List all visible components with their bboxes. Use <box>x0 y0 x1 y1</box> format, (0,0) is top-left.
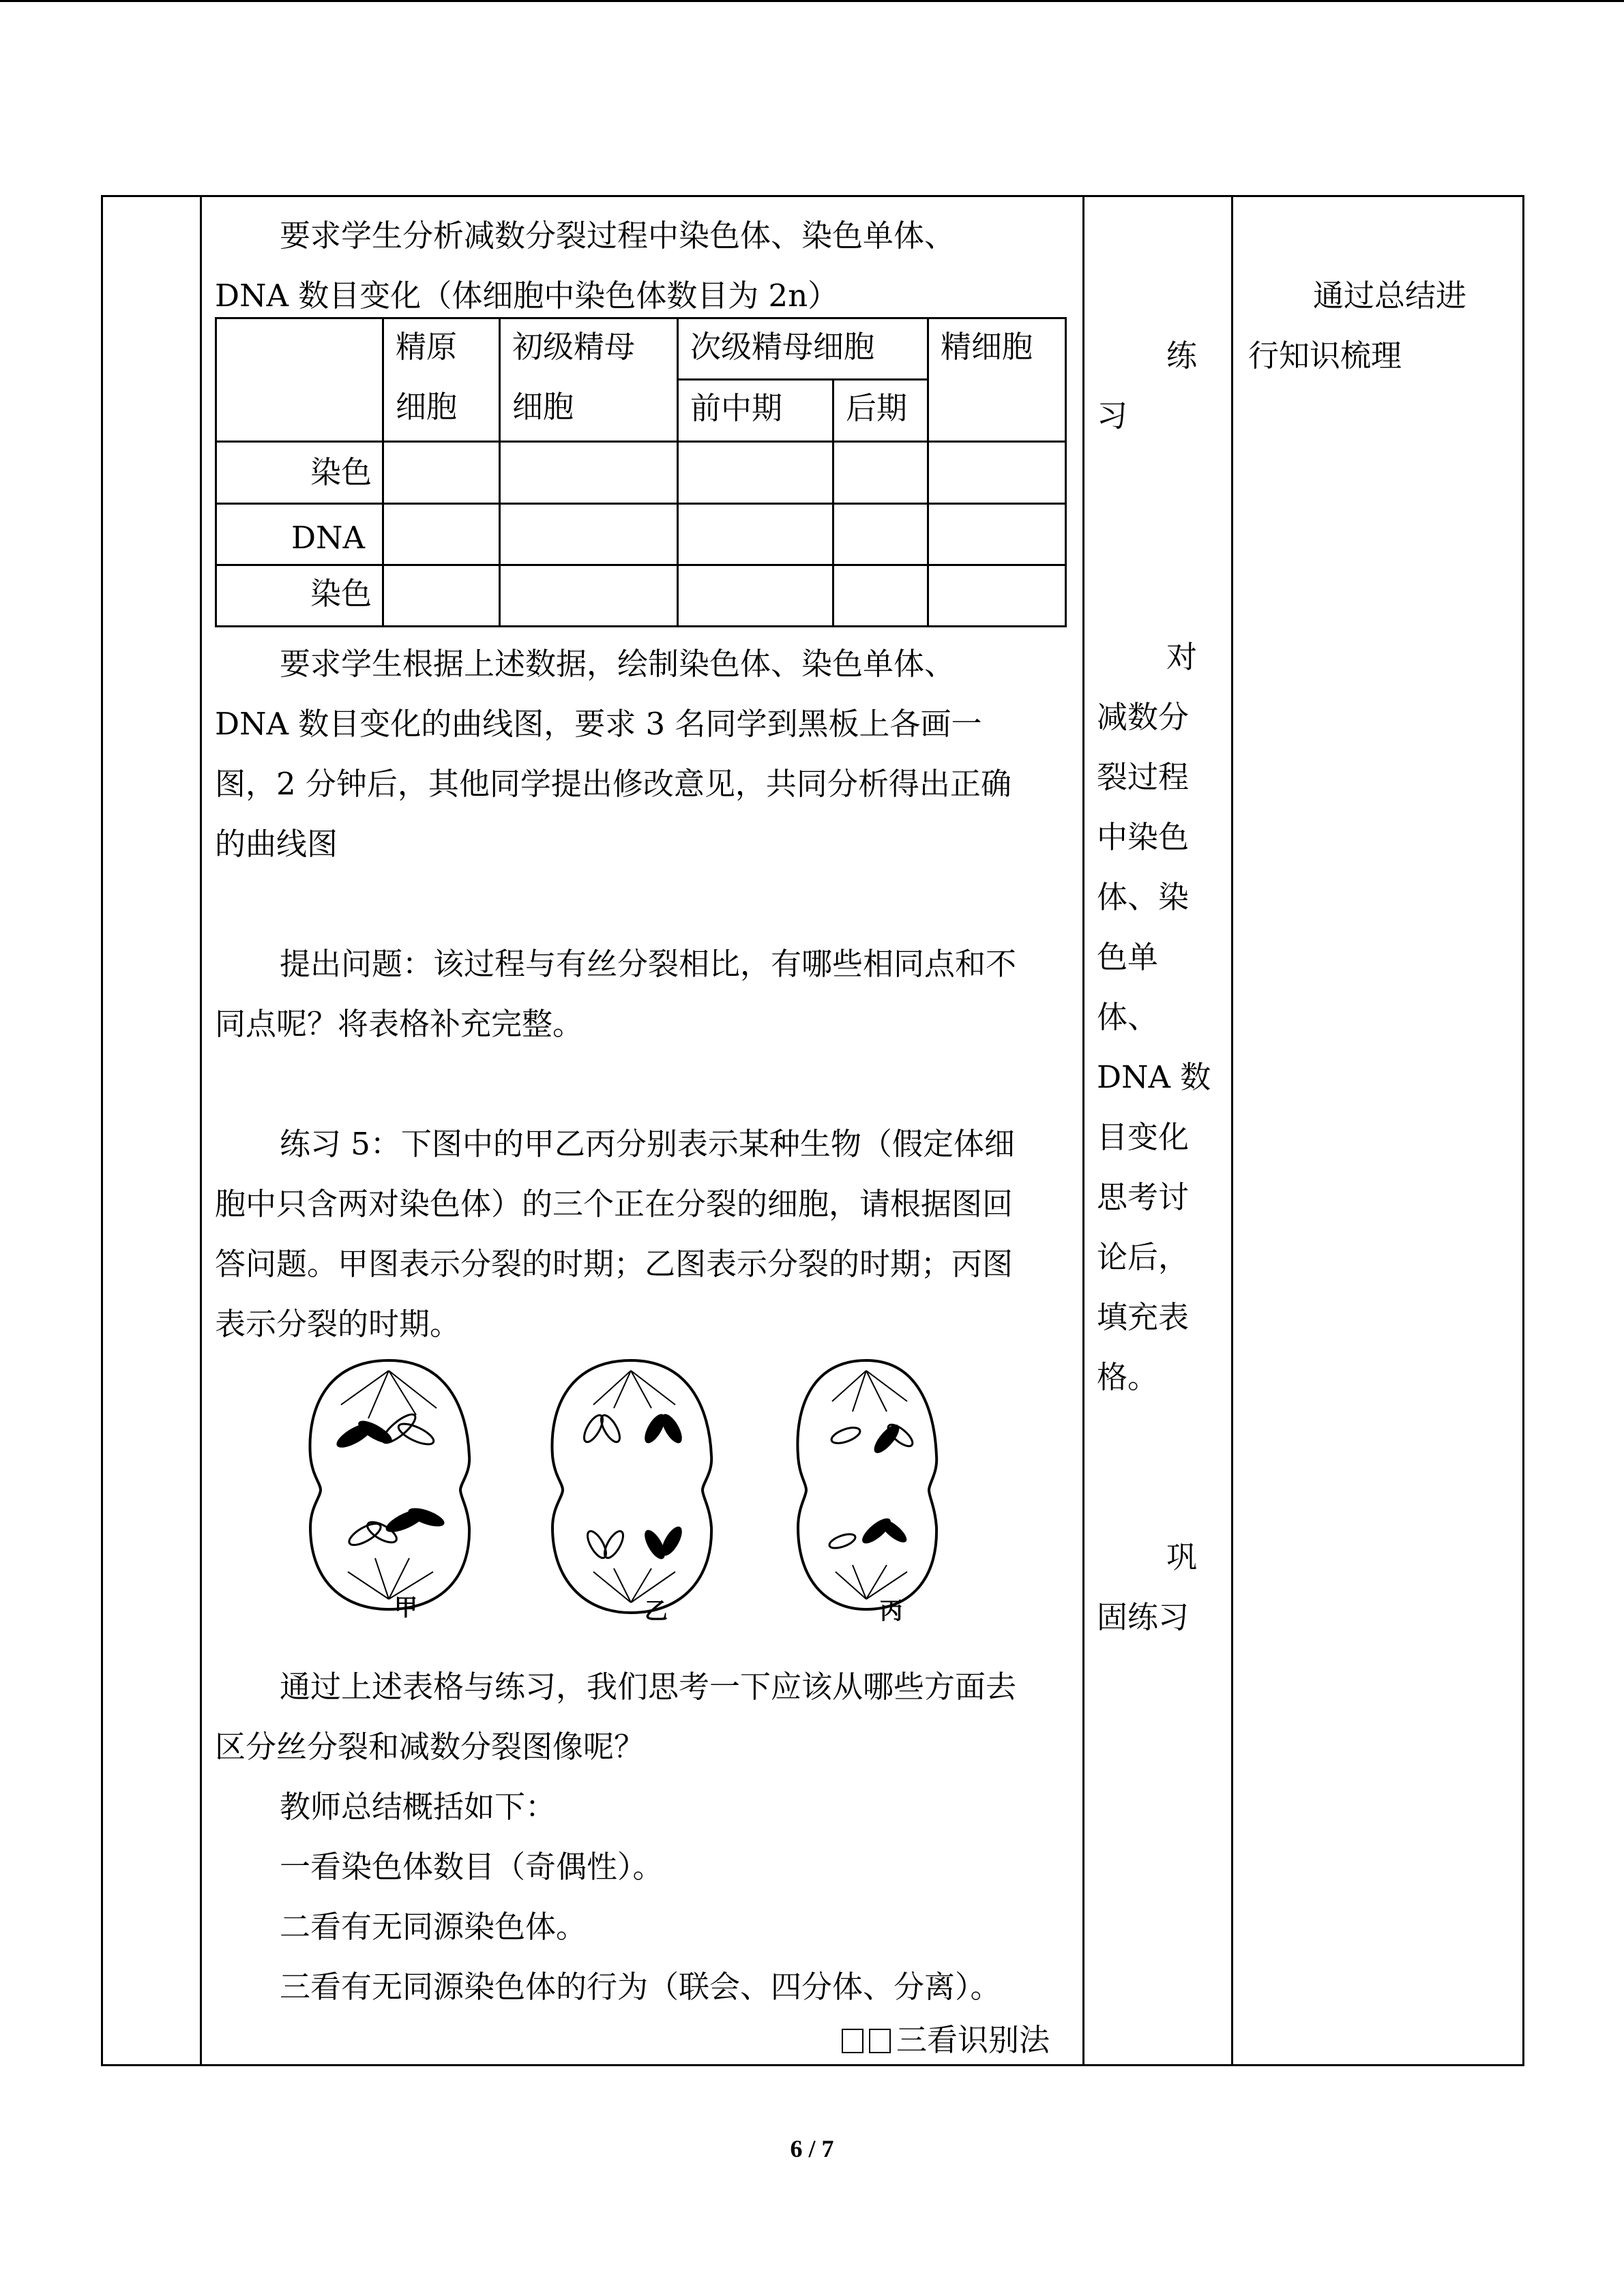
activity-c-1: 巩 <box>1166 1539 1197 1575</box>
table-border <box>499 317 501 627</box>
draw-line-1: 要求学生根据上述数据，绘制染色体、染色单体、 <box>280 646 956 682</box>
chromosome-count-table <box>215 317 1067 627</box>
purpose-line-2: 行知识梳理 <box>1248 338 1402 374</box>
summary-line-2: 一看染色体数目（奇偶性）。 <box>280 1849 664 1885</box>
activity-b-11: 论后， <box>1097 1239 1190 1275</box>
table-border <box>927 317 929 627</box>
summary-line-4: 三看有无同源染色体的行为（联会、四分体、分离）。 <box>280 1969 1001 2005</box>
row-label-dna: DNA <box>291 520 365 556</box>
figure-label-jia: 甲 <box>394 1594 417 1622</box>
activity-a-1: 练 <box>1166 338 1197 374</box>
table-border <box>1065 317 1067 627</box>
table-border <box>215 625 1067 627</box>
activity-b-1: 对 <box>1166 639 1197 675</box>
question-line-2: 同点呢？将表格补充完整。 <box>215 1006 584 1042</box>
exercise-line-3: 答问题。甲图表示分裂的时期；乙图表示分裂的时期；丙图 <box>215 1246 1014 1282</box>
activity-b-4: 中染色 <box>1097 819 1190 855</box>
column-divider-1 <box>200 197 202 2064</box>
think-line-1: 通过上述表格与练习，我们思考一下应该从哪些方面去 <box>280 1669 1017 1705</box>
cell-bing-outline <box>797 1360 936 1609</box>
header-primary-1: 初级精母 <box>512 329 636 365</box>
cell-yi-outline <box>552 1360 711 1613</box>
page-number: 6 / 7 <box>790 2135 834 2162</box>
method-label <box>842 2010 1050 2070</box>
column-divider-2 <box>1082 197 1084 2064</box>
activity-c-2: 固练习 <box>1097 1599 1190 1635</box>
row-label-chromatid: 染色 <box>310 576 372 612</box>
header-early: 前中期 <box>690 390 783 426</box>
draw-line-2: DNA 数目变化的曲线图，要求 3 名同学到黑板上各画一 <box>215 706 982 742</box>
activity-b-6: 色单 <box>1097 939 1159 975</box>
header-spermatogonium-2: 细胞 <box>396 389 458 425</box>
figure-label-bing: 丙 <box>880 1598 903 1625</box>
square-glyph-icon <box>869 2029 891 2053</box>
header-sperm: 精细胞 <box>941 329 1033 365</box>
row-label-chromosome: 染色 <box>310 454 372 490</box>
table-border <box>677 317 679 627</box>
activity-a-2: 习 <box>1097 398 1128 434</box>
header-secondary: 次级精母细胞 <box>690 329 875 365</box>
table-border <box>382 317 384 627</box>
draw-line-3: 图，2 分钟后，其他同学提出修改意见，共同分析得出正确 <box>215 766 1012 802</box>
activity-b-8: DNA 数 <box>1097 1059 1211 1095</box>
exercise-line-2: 胞中只含两对染色体）的三个正在分裂的细胞，请根据图回 <box>215 1186 1014 1222</box>
draw-line-4: 的曲线图 <box>215 826 338 862</box>
exercise-line-4: 表示分裂的时期。 <box>215 1306 461 1342</box>
purpose-line-1: 通过总结进 <box>1313 278 1467 314</box>
column-divider-3 <box>1231 197 1233 2064</box>
activity-b-2: 减数分 <box>1097 699 1190 735</box>
activity-b-12: 填充表 <box>1097 1299 1190 1335</box>
activity-b-3: 裂过程 <box>1097 759 1190 795</box>
question-line-1: 提出问题：该过程与有丝分裂相比，有哪些相同点和不 <box>280 946 1017 982</box>
cell-division-illustration <box>293 1354 1009 1626</box>
figure-label-yi: 乙 <box>645 1598 668 1625</box>
square-glyph-icon <box>842 2029 863 2053</box>
cell-jia-outline <box>310 1360 469 1609</box>
table-border <box>832 378 834 627</box>
activity-b-10: 思考讨 <box>1097 1179 1190 1215</box>
cell-division-figure <box>293 1354 1009 1626</box>
table-border <box>215 503 1067 505</box>
activity-b-13: 格。 <box>1097 1359 1159 1395</box>
intro-line-2: DNA 数目变化（体细胞中染色体数目为 2n） <box>215 278 839 314</box>
activity-b-5: 体、染 <box>1097 879 1190 915</box>
summary-line-1: 教师总结概括如下： <box>280 1789 557 1825</box>
activity-b-9: 目变化 <box>1097 1119 1190 1155</box>
method-text: 三看识别法 <box>896 2022 1050 2058</box>
table-border <box>215 317 1067 319</box>
activity-b-7: 体、 <box>1097 999 1159 1035</box>
header-primary-2: 细胞 <box>512 389 574 425</box>
think-line-2: 区分丝分裂和减数分裂图像呢？ <box>215 1729 645 1765</box>
top-border <box>0 0 1624 2</box>
summary-line-3: 二看有无同源染色体。 <box>280 1909 587 1945</box>
intro-line-1: 要求学生分析减数分裂过程中染色体、染色单体、 <box>280 218 956 254</box>
header-spermatogonium-1: 精原 <box>396 329 458 365</box>
exercise-line-1: 练习 5：下图中的甲乙丙分别表示某种生物（假定体细 <box>280 1126 1015 1162</box>
header-late: 后期 <box>846 390 908 426</box>
